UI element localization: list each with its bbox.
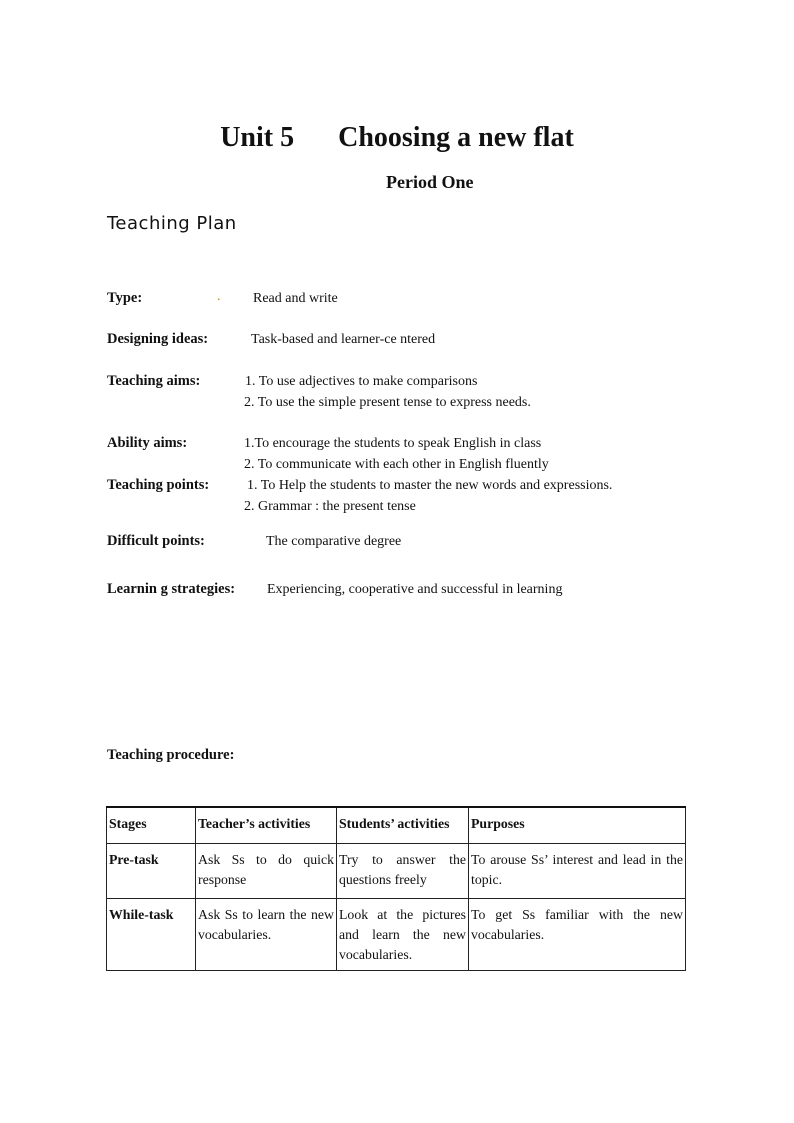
student-activity-cell: Try to answer the questions freely (337, 843, 469, 898)
table-row (107, 843, 686, 898)
difficult-points-value: The comparative degree (266, 534, 402, 549)
column-header: Stages (107, 807, 196, 843)
column-header: Purposes (469, 807, 686, 843)
table-row (107, 898, 686, 970)
student-activity-cell: Look at the pictures and learn the new vocabularies. (337, 898, 469, 970)
teaching-points-label: Teaching points: (107, 477, 210, 493)
difficult-points-label: Difficult points: (107, 533, 205, 549)
document-title (0, 122, 794, 154)
designing-ideas-label: Designing ideas: (107, 331, 209, 347)
teacher-activity-cell: Ask Ss to do quick response (196, 843, 337, 898)
ability-aim-item: 2. To communicate with each other in English fluently (244, 457, 549, 472)
teaching-point-item: 1. To Help the students to master the new words and expressions. (247, 478, 613, 493)
teacher-activity-cell: Ask Ss to learn the new vocabularies. (196, 898, 337, 970)
teaching-plan-heading: Teaching Plan (107, 213, 237, 234)
stage-cell: While-task (107, 898, 196, 970)
ability-aim-item: 1.To encourage the students to speak English in class (244, 436, 542, 451)
column-header: Students’ activities (337, 807, 469, 843)
purpose-cell: To arouse Ss’ interest and lead in the topic. (469, 843, 686, 898)
learning-strategies-label: Learnin g strategies: (107, 581, 236, 597)
teaching-aim-item: 1. To use adjectives to make comparisons (245, 374, 478, 389)
ability-aims-label: Ability aims: (107, 435, 188, 451)
teaching-aims-label: Teaching aims: (107, 373, 201, 389)
unit-number: Unit 5 (220, 122, 295, 153)
stray-dot-mark: . (217, 289, 221, 304)
period-subtitle: Period One (386, 172, 474, 192)
type-value: Read and write (253, 291, 338, 306)
unit-title: Choosing a new flat (338, 122, 574, 153)
procedure-table (106, 806, 686, 971)
designing-ideas-value: Task-based and learner-ce ntered (251, 332, 436, 347)
table-header-row (107, 807, 686, 843)
type-label: Type: (107, 290, 143, 306)
teaching-point-item: 2. Grammar : the present tense (244, 499, 416, 514)
learning-strategies-value: Experiencing, cooperative and successful in learning (267, 582, 563, 597)
teaching-procedure-heading: Teaching procedure: (107, 747, 235, 763)
stage-cell: Pre-task (107, 843, 196, 898)
column-header: Teacher’s activities (196, 807, 337, 843)
purpose-cell: To get Ss familiar with the new vocabularies. (469, 898, 686, 970)
teaching-aim-item: 2. To use the simple present tense to express needs. (244, 395, 531, 410)
